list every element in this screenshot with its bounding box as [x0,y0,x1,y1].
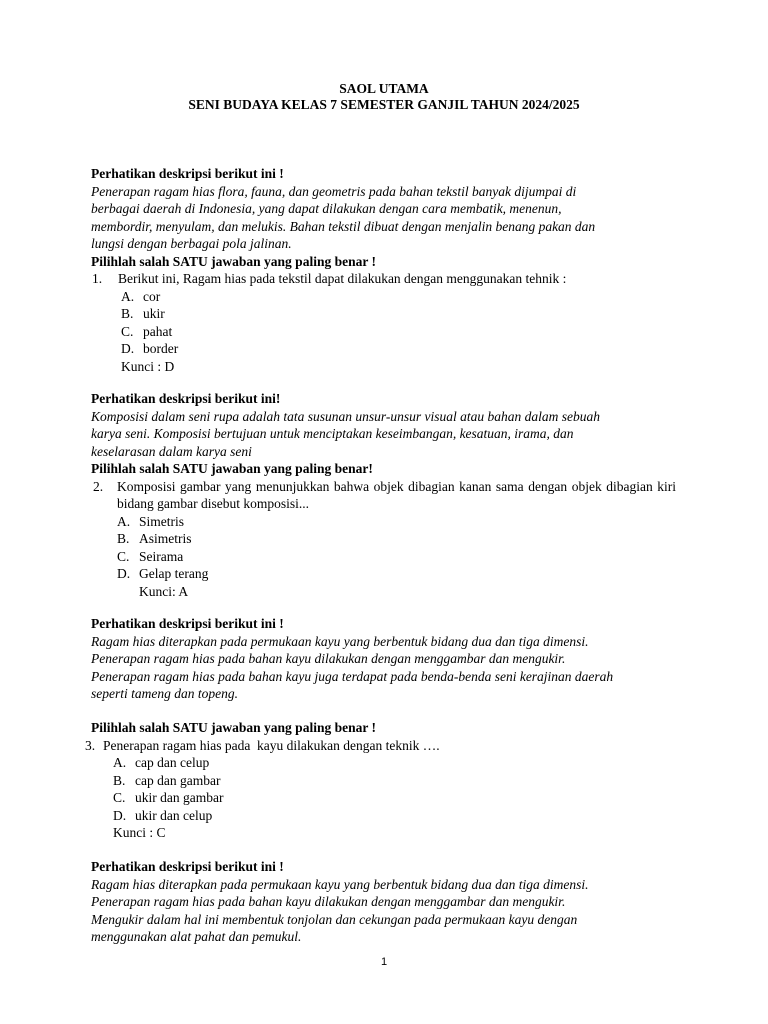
option-letter: C. [121,323,134,339]
description-line: Mengukir dalam hal ini membentuk tonjolan dan cekungan pada permukaan kayu dengan [91,911,578,927]
option-b [121,305,676,323]
option-c [117,548,676,566]
page-number: 1 [380,956,388,968]
description-line: Komposisi dalam seni rupa adalah tata susunan unsur-unsur visual atau bahan dalam sebuah [91,408,601,424]
answer-key: Kunci : D [121,358,175,374]
option-a [113,754,676,772]
document-subtitle: SENI BUDAYA KELAS 7 SEMESTER GANJIL TAHUN 2024/2025 [188,97,580,112]
option-text: ukir dan gambar [135,790,224,805]
option-text: Seirama [139,548,184,564]
document-title: SAOL UTAMA [339,81,429,96]
section-3 [91,615,676,703]
option-text: cor [143,288,161,304]
option-text: pahat [143,323,173,339]
option-text: cap dan gambar [135,772,221,788]
section-heading: Perhatikan deskripsi berikut ini! [91,391,281,406]
option-b [117,530,676,548]
section-heading: Perhatikan deskripsi berikut ini ! [91,859,284,874]
option-letter: B. [113,772,126,788]
description-line: menggunakan alat pahat dan pemukul. [91,929,302,944]
question-text: Penerapan ragam hias pada kayu dilakukan dengan teknik …. [103,737,440,753]
instruction-text: Pilihlah salah SATU jawaban yang paling benar ! [91,720,376,735]
option-letter: D. [117,566,131,581]
option-text: ukir [143,306,165,321]
section-description [91,183,676,253]
option-letter: B. [117,531,130,546]
section-4 [91,858,676,946]
answer-key: Kunci : C [113,825,166,840]
question-number: 1. [92,271,103,286]
section-2 [91,390,676,600]
option-b [113,772,676,790]
option-d [121,340,676,358]
question-text: Komposisi gambar yang menunjukkan bahwa objek dibagian kanan sama dengan objek dibagian kiri bidang gambar disebut komposisi... [117,478,676,511]
description-line: Penerapan ragam hias flora, fauna, dan geometris pada bahan tekstil banyak dijumpai di [91,183,577,199]
option-a [117,513,676,531]
section-heading: Perhatikan deskripsi berikut ini ! [91,166,284,181]
section-description [91,408,676,461]
option-d [117,565,676,583]
description-line: keselarasan dalam karya seni [91,443,252,459]
section-1 [91,165,676,375]
description-line: Ragam hias diterapkan pada permukaan kayu yang berbentuk bidang dua dan tiga dimensi. [91,876,589,892]
description-line: seperti tameng dan topeng. [91,686,238,701]
description-line: karya seni. Komposisi bertujuan untuk menciptakan keseimbangan, kesatuan, irama, dan [91,426,574,441]
description-line: berbagai daerah di Indonesia, yang dapat dilakukan dengan cara membatik, menenun, [91,201,562,216]
description-line: Penerapan ragam hias pada bahan kayu juga terdapat pada benda-benda seni kerajinan daerah [91,668,614,684]
option-text: border [143,341,179,356]
options-list [121,288,676,376]
option-letter: B. [121,306,134,321]
description-line: lungsi dengan berbagai pola jalinan. [91,236,292,251]
instruction-text: Pilihlah salah SATU jawaban yang paling benar ! [91,253,376,269]
option-d [113,807,676,825]
option-letter: C. [117,548,130,564]
option-letter: A. [117,513,131,529]
options-list [117,513,676,601]
option-letter: D. [113,807,127,823]
section-description [91,876,676,946]
option-c [113,789,676,807]
option-text: Asimetris [139,531,192,546]
option-letter: C. [113,790,126,805]
question-3 [85,737,676,755]
section-3-question [85,719,676,842]
question-1 [91,270,676,288]
section-description [91,633,676,703]
description-line: Penerapan ragam hias pada bahan kayu dilakukan dengan menggambar dan mengukir. [91,894,566,909]
description-line: Ragam hias diterapkan pada permukaan kayu yang berbentuk bidang dua dan tiga dimensi. [91,633,589,649]
description-line: membordir, menyulam, dan melukis. Bahan tekstil dibuat dengan menjalin benang pakan dan [91,218,596,234]
option-text: Simetris [139,513,185,529]
option-text: ukir dan celup [135,807,213,823]
option-letter: A. [113,755,127,770]
option-a [121,288,676,306]
question-text: Berikut ini, Ragam hias pada tekstil dapat dilakukan dengan menggunakan tehnik : [118,271,567,286]
option-letter: A. [121,288,135,304]
question-2 [91,478,676,513]
question-number: 2. [93,478,104,494]
question-number: 3. [85,737,96,753]
option-c [121,323,676,341]
options-list [113,754,676,842]
answer-key: Kunci: A [139,583,189,599]
option-text: cap dan celup [135,755,210,770]
instruction-text: Pilihlah salah SATU jawaban yang paling benar! [91,461,373,476]
option-text: Gelap terang [139,566,209,581]
section-heading: Perhatikan deskripsi berikut ini ! [91,616,284,631]
description-line: Penerapan ragam hias pada bahan kayu dilakukan dengan menggambar dan mengukir. [91,651,566,666]
option-letter: D. [121,341,135,356]
